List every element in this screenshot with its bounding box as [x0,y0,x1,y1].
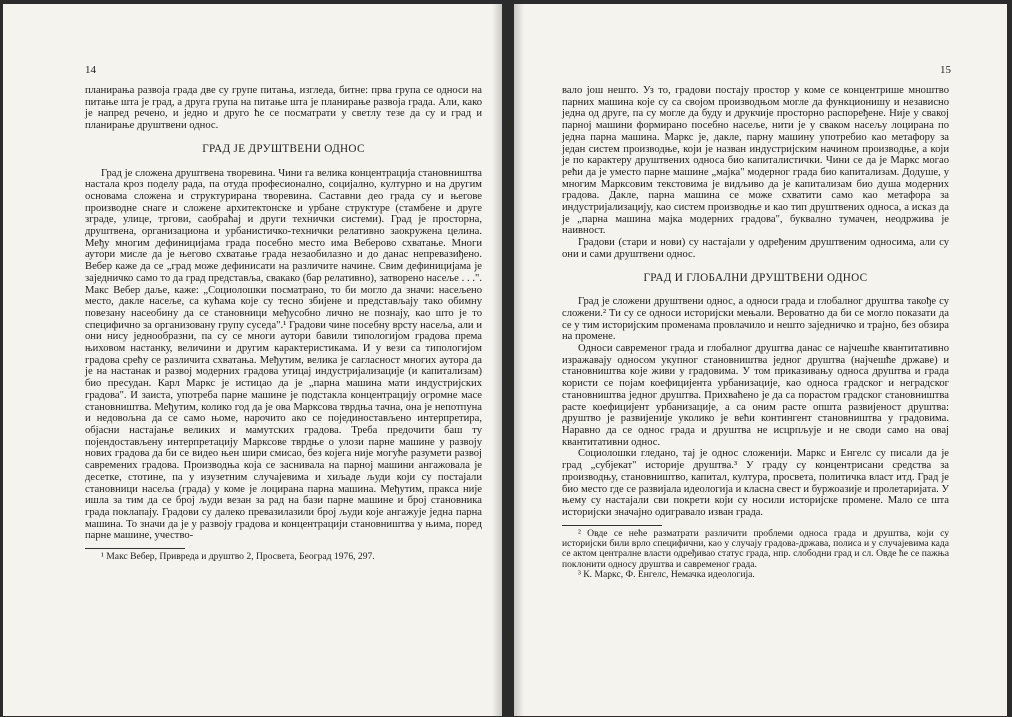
intro-paragraph: планирања развоја града две су групе питања, изгледа, битне: прва група се односи на питање шта је град, а друга група на питање шта је планирање развоја града. Али, како је напред речено, и једно и друго ће се посматрати у светлу тезе да су и град и планирање друштвени однос. [85,85,482,132]
right-page [514,4,1007,716]
left-page [3,4,502,716]
footnote-3: ³ К. Маркс, Ф. Енгелс, Немачка идеологија. [578,569,755,581]
paragraph: Односи савременог града и глобалног друштва данас се најчешће квантитативно изражавају односом укупног становништва једног друштва (најчешће државе) и становништва које живи у градовима. У том приказивању односа друштва и града користи се појам коефицијента урбанизације, као односа градског и неградског становништва једног друштва. Прихваћено је да са порастом градског становништва расте коефицијент урбанизације, а са оним расте општа развијеност друштва: друштво је развијеније уколико је већи контингент становништва у градовима. Наравно да се однос града и друштва не исцрпљује и не своди само на овај квантитативни однос. [562,343,949,448]
page-number-right: 15 [940,64,951,76]
left-page-text [85,85,482,562]
right-page-text [562,85,949,581]
gutter-shadow [492,4,502,716]
section-paragraph: Град је сложена друштвена творевина. Чини га велика концентрација становништва настала кроз поделу рада, па отуда професионално, социјално, културно и на другим основама сложена и структурирана творевина. Саставни део града су и његове производне снаге и сложене архитектонске и урбане структуре (стамбене и друге зграде, улице, тргови, саобраћај и други технички системи). Град је просторна, друштвена, организациона и урбанистичко-технички релативно заокружена целина. Међу многим дефиницијама града посебно место има Веберово схватање. Многи аутори мисле да је његово схватање града незаобилазно и до данас непревазиђено. Вебер каже да се „град може дефинисати на различите начине. Свим дефиницијама је заједничко само то да град представља, свакако (бар релативно), затворено насеље . . .". Макс Вебер даље, каже: „Социолошки посматрано, то би могло да значи: насељено место, дакле насеље, са кућама које су тесно збијене и представљају тако обимну повезану насеобину да се становници међусобно лично не познају, као што је то специфично за организовану групу суседа".¹ Градови чине посебну врсту насеља, али и они нису једнообразни, па су се многи аутори бавили типологијом градова према њиховом настанку, величини и другим карактеристикама. И у вези са типологијом градова срећу се различита схватања. Међутим, велика је сагласност многих аутора да је на настанак и развој модерних градова утицај индустријализације (и капитализам) био пресудан. Карл Маркс је истицао да је „парна машина мати индустријских градова". И заиста, употреба парне машине је подстакла концентрацију огромне масе становништва. Међутим, колико год да је ова Марксова тврдња тачна, она је непотпуна и недовољна да се само њоме, нарочито ако се појединостављено интерпретира, објасни настајање великих и мамутских градова. Треба предочити баш ту појендостављену интерпретацију Марксове тврдње о улози парне машине у развоју нових градова да би се видео њен шири смисао, без којега није могуће разумети развој савремених градова. Производња која се заснивала на парној машини ангажовала је десетке, стотине, па у изузетним случајевима и хиљаде људи који су постајали становници насеља (града) у коме је лоцирана парна машина. Међутим, пракса није ишла за тим да се број људи везан за рад на бази парне машине и број становника града поклапају. Градови су далеко превазилазили број људи које ангажује једна парна машина. То значи да је у развоју градова и концентрацији становништва у њима, поред парне машине, учество- [85,167,482,542]
paragraph: Градови (стари и нови) су настајали у одређеним друштвеним односима, али су они и сами друштвени однос. [562,237,949,260]
footnote-2: ² Овде се неће разматрати различити проблеми односа града и друштва, који су историјски били врло специфични, као у случају градова-држава, полиса и у случајевима када се актом централне власти одређивао статус града, нпр. слободни град и сл. Овде ће се пажња поклонити односу друштва и савременог града. [562,527,949,570]
paragraph: Град је сложени друштвени однос, а односи града и глобалног друштва такође су сложени.² Ти су се односи историјски мењали. Вероватно да би се могло показати да се у тим историјским променама провлачило и нешто заједничко и трајно, без обзира на промене. [562,296,949,343]
footnote-1: ¹ Макс Вебер, Привреда и друштво 2, Просвета, Београд 1976, 297. [101,551,375,563]
gutter-shadow [514,4,524,716]
footnote-divider [562,525,662,526]
paragraph: Социолошки гледано, тај је однос сложенији. Маркс и Енгелс су писали да је град „субјекат" историје друштва.³ У граду су концентрисани средства за производњу, становништво, капитал, култура, просвета, политичка власт итд. Град је био место где се развијала идеологија и класна свест и буржоазије и пролетаријата. У њему су настајали сви покрети који су носили историјске промене. Мало се шта историјски значајно одигравало изван града. [562,448,949,518]
footnote-divider [85,548,185,549]
continuation-paragraph: вало још нешто. Уз то, градови постају простор у коме се концентрише мноштво парних машина које су са својом производњом могле да функционишу и независно једна од друге, па су могле да буду и друкчије просторно распоређене. Није у свакој парној машини формирано посебно насеље, нити је у сваком насељу лоцирана по једна парна машина. Маркс је, дакле, парну машину употребио као метафору за један систем производње, који је назван индустријским начином производње, а који је по карактеру друштвених односа био капиталистички. Чини се да је Маркс могао рећи да је уместо парне машине „мајка" модерног града био капитализам. Додуше, у многим Марксовим текстовима је видљиво да је капитализам био душа модерних градова. Дакле, парна машина се може схватити само као метафора за индустријализацију, као систем производње и као тип друштвених односа, а исказ да је „парна машина мајка модерних градова", буквално тумачен, неодржива је наивност. [562,85,949,237]
section-title-2: ГРАД И ГЛОБАЛНИ ДРУШТВЕНИ ОДНОС [643,271,868,284]
page-number-left: 14 [85,64,96,76]
section-title-1: ГРАД ЈЕ ДРУШТВЕНИ ОДНОС [202,142,365,155]
